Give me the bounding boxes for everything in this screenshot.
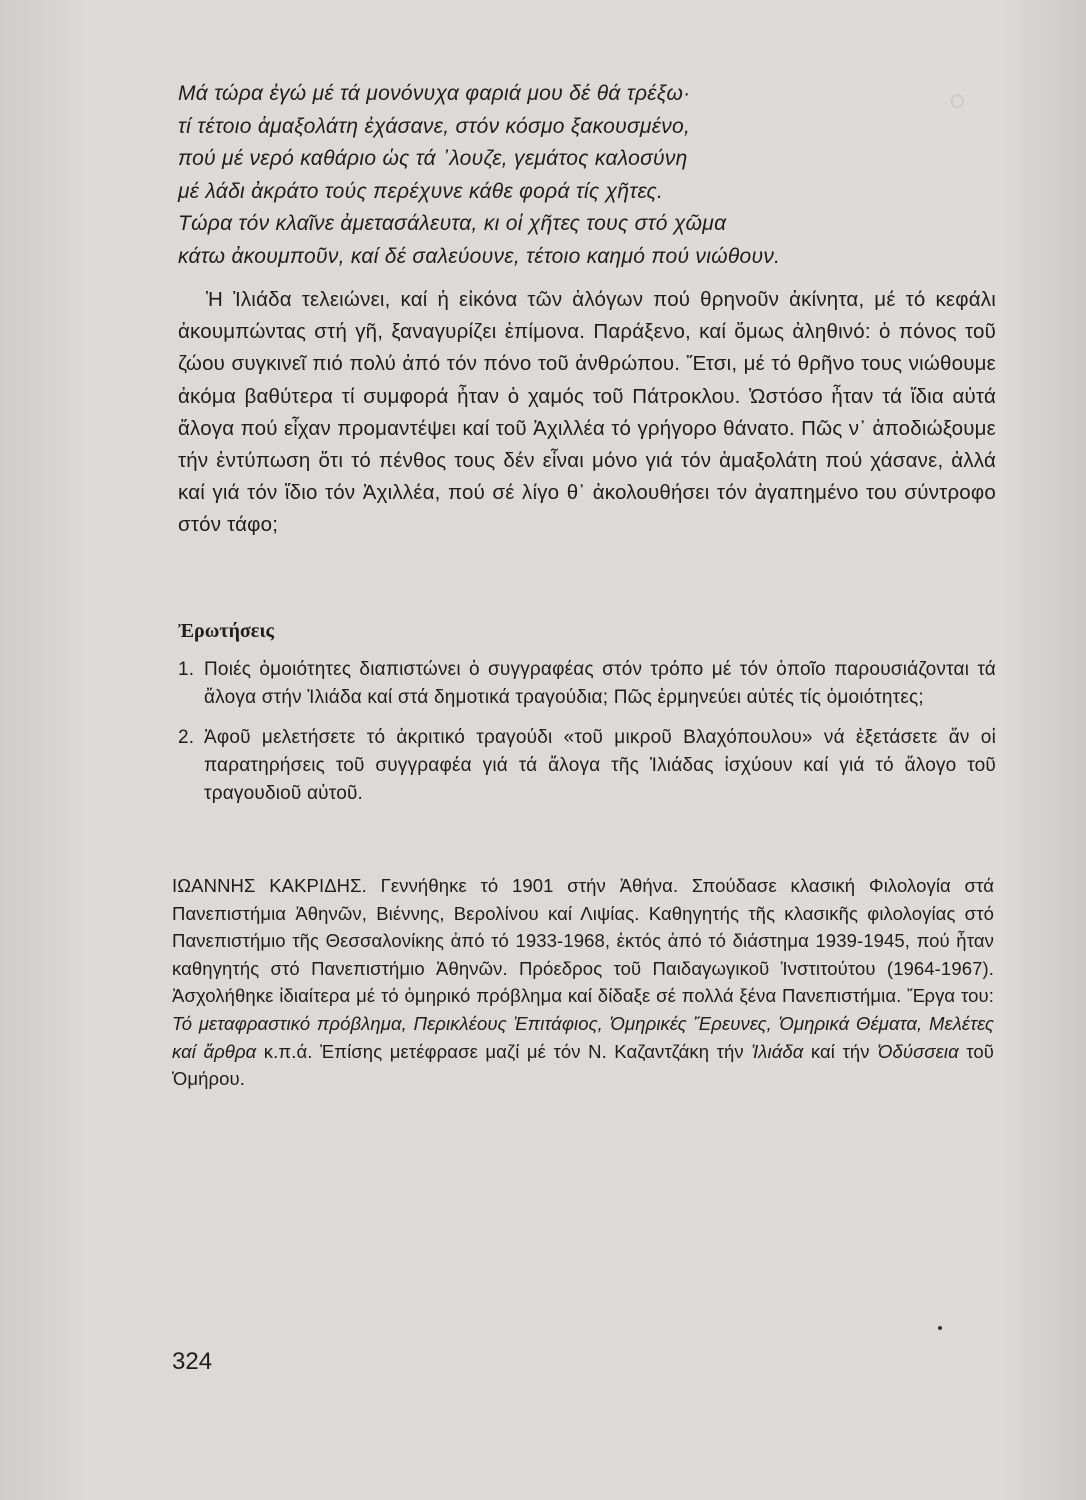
poem-line: πού μέ νερό καθάριο ὡς τά ᾽λουζε, γεμάτος καλοσύνη bbox=[178, 147, 688, 170]
bio-text: καί τήν bbox=[803, 1040, 878, 1062]
poem-line: τί τέτοιο ἁμαξολάτη ἐχάσανε, στόν κόσμο ξακουσμένο, bbox=[178, 114, 691, 138]
question-text: Ποιές ὁμοιότητες διαπιστώνει ὁ συγγραφέας στόν τρόπο μέ τόν ὁποῖο παρουσιάζονται τά ἄλογα στήν Ἰλιάδα καί στά δημοτικά τραγούδια; Πῶς ἑρμηνεύει αὐτές τίς ὁμοιότητες; bbox=[204, 659, 996, 708]
page-number: 324 bbox=[172, 1348, 213, 1375]
bleed-through: Ο bbox=[950, 92, 965, 113]
poem-excerpt bbox=[178, 78, 1018, 273]
questions-list bbox=[178, 656, 996, 820]
question-item bbox=[178, 724, 996, 808]
question-text: Ἀφοῦ μελετήσετε τό ἀκριτικό τραγούδι «τοῦ μικροῦ Βλαχόπουλου» νά ἐξετάσετε ἄν οἱ παρατηρήσεις τοῦ συγγραφέα γιά τά ἄλογα τῆς Ἰλιάδας ἰσχύουν καί γιά τό ἄλογο τοῦ τραγουδιοῦ αὐτοῦ. bbox=[204, 727, 996, 804]
poem-line: Μά τώρα ἐγώ μέ τά μονόνυχα φαριά μου δέ θά τρέξω· bbox=[178, 82, 691, 105]
author-biography bbox=[172, 872, 994, 1093]
bio-odyssey: Ὀδύσσεια bbox=[877, 1040, 959, 1062]
poem-line: μέ λάδι ἀκράτο τούς περέχυνε κάθε φορά τίς χῆτες. bbox=[178, 179, 664, 203]
poem-line: κάτω ἀκουμποῦν, καί δέ σαλεύουνε, τέτοιο καημό πού νιώθουν. bbox=[178, 244, 781, 268]
question-number: 1. bbox=[178, 659, 195, 680]
question-number: 2. bbox=[178, 727, 195, 748]
questions-heading: Ἐρωτήσεις bbox=[178, 620, 274, 642]
bio-works: Τό μεταφραστικό πρόβλημα, Περικλέους Ἐπιτάφιος, Ὁμηρικές Ἔρευνες, Ὁμηρικά Θέματα, Μελέτες καί ἄρθρα bbox=[172, 1012, 994, 1062]
bio-text: τοῦ Ὁμήρου. bbox=[172, 1040, 994, 1090]
commentary-paragraph: Ἡ Ἰλιάδα τελειώνει, καί ἡ εἰκόνα τῶν ἀλόγων πού θρηνοῦν ἀκίνητα, μέ τό κεφάλι ἀκουμπώντας στή γῆ, ξαναγυρίζει ἐπίμονα. Παράξενο, καί ὅμως ἀληθινό: ὁ πόνος τοῦ ζώου συγκινεῖ πιό πολύ ἀπό τόν πόνο τοῦ ἀνθρώπου. Ἔτσι, μέ τό θρῆνο τους νιώθουμε ἀκόμα βαθύτερα τί συμφορά ἦταν ὁ χαμός τοῦ Πάτροκλου. Ὡστόσο ἦταν τά ἴδια αὐτά ἄλογα πού εἶχαν προμαντέψει καί τοῦ Ἀχιλλέα τό γρήγορο θάνατο. Πῶς ν᾽ ἀποδιώξουμε τήν ἐντύπωση ὅτι τό πένθος τους δέν εἶναι μόνο γιά τόν ἁμαξολάτη πού χάσανε, ἀλλά καί γιά τόν ἴδιο τόν Ἀχιλλέα, πού σέ λίγο θ᾽ ἀκολουθήσει τόν ἀγαπημένο του σύντροφο στόν τάφο; bbox=[178, 288, 996, 537]
bio-text: κ.π.ά. Ἐπίσης μετέφρασε μαζί μέ τόν Ν. Καζαντζάκη τήν bbox=[256, 1040, 752, 1062]
bio-text: ΙΩΑΝΝΗΣ ΚΑΚΡΙΔΗΣ. Γεννήθηκε τό 1901 στήν Ἀθήνα. Σπούδασε κλασική Φιλολογία στά Πανεπιστήμια Ἀθηνῶν, Βιέννης, Βερολίνου καί Λιψίας. Καθηγητής τῆς κλασικῆς φιλολογίας στό Πανεπιστήμιο τῆς Θεσσαλονίκης ἀπό τό 1933-1968, ἐκτός ἀπό τό διάστημα 1939-1945, πού ἦταν καθηγητής στό Πανεπιστήμιο Ἀθηνῶν. Πρόεδρος τοῦ Παιδαγωγικοῦ Ἰνστιτούτου (1964-1967). Ἀσχολήθηκε ἰδιαίτερα μέ τό ὁμηρικό πρόβλημα καί δίδαξε σέ πολλά ξένα Πανεπιστήμια. Ἔργα του: bbox=[172, 875, 994, 1007]
poem-line: Τώρα τόν κλαῖνε ἀμετασάλευτα, κι οἱ χῆτες τους στό χῶμα bbox=[178, 212, 727, 235]
ink-spot bbox=[938, 1326, 942, 1330]
bio-iliad: Ἰλιάδα bbox=[751, 1040, 804, 1062]
question-item bbox=[178, 656, 996, 712]
